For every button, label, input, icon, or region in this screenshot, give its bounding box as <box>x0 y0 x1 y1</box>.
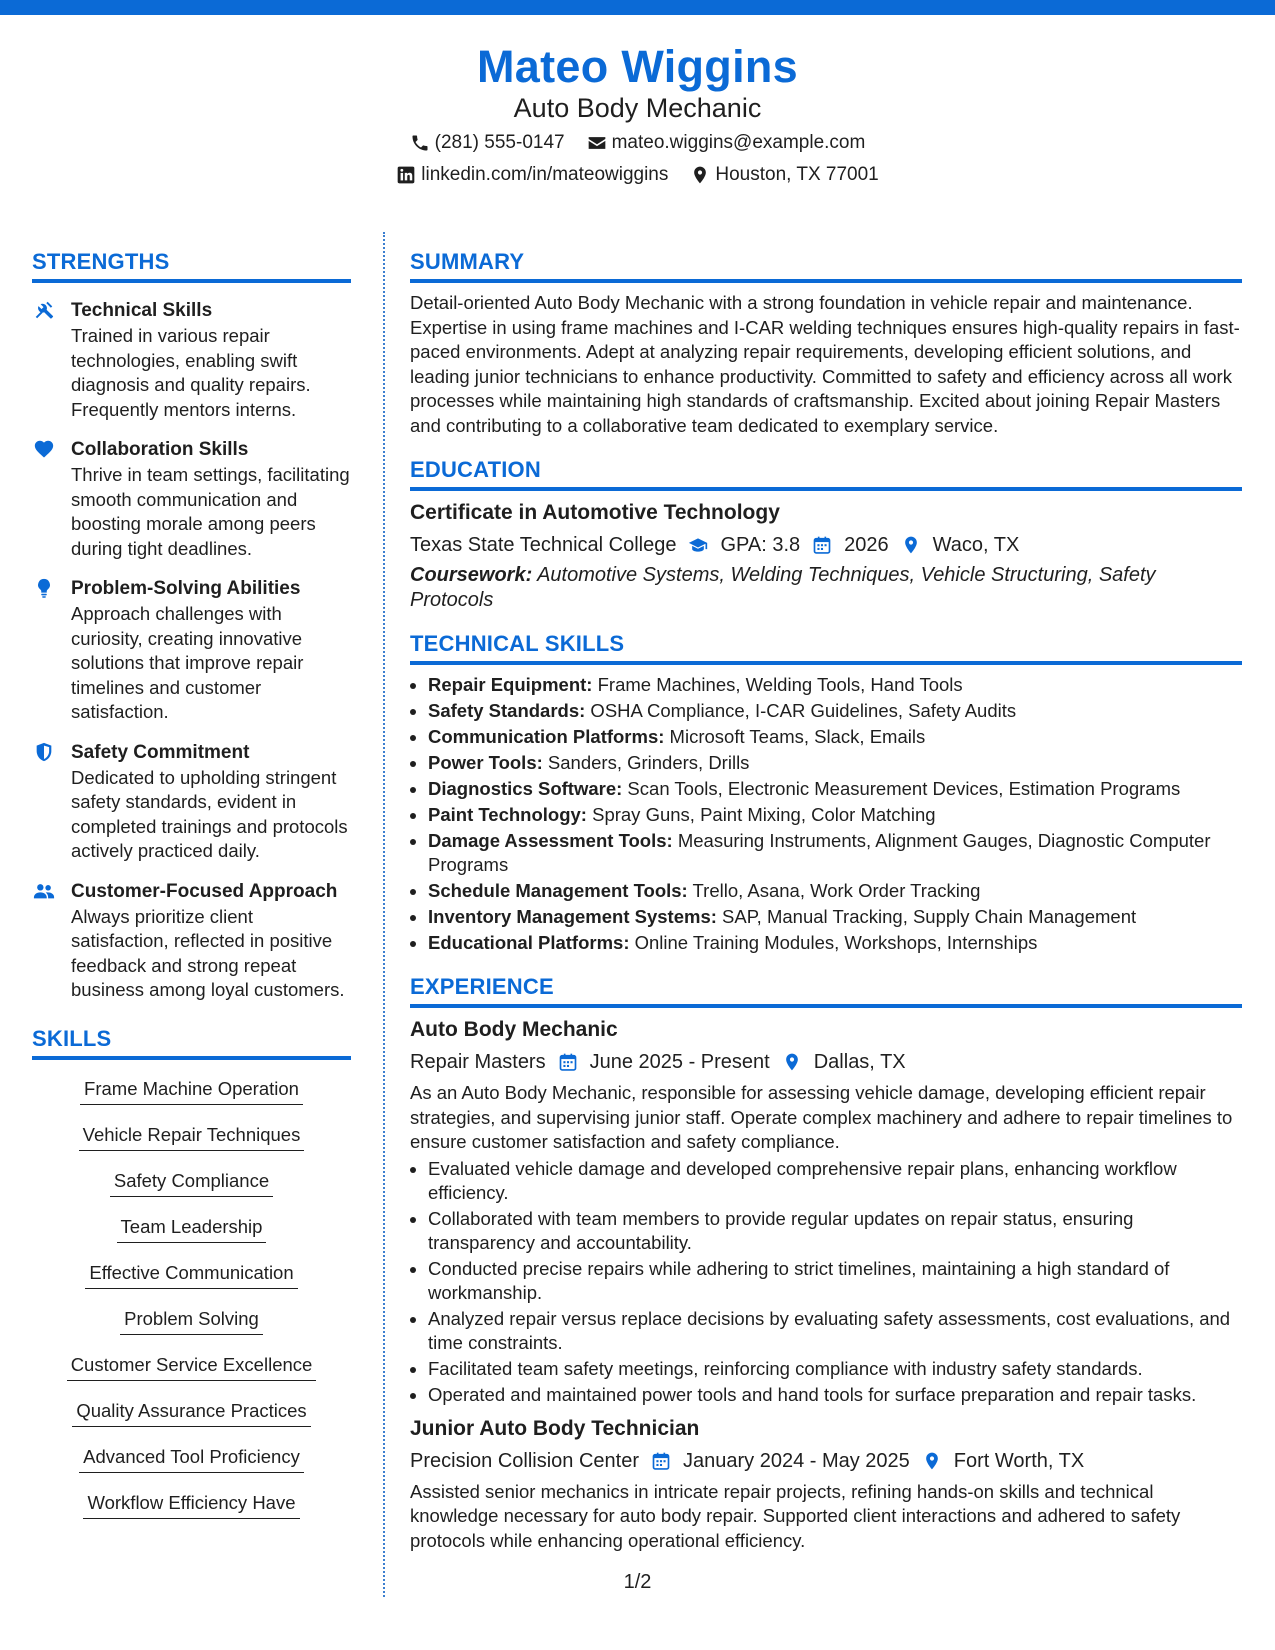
strength-desc: Approach challenges with curiosity, creating innovative solutions that improve repair timelines and customer satisfaction. <box>71 603 304 722</box>
strength-desc: Trained in various repair technologies, enabling swift diagnosis and quality repairs. Frequently mentors interns. <box>71 325 311 420</box>
lightbulb-icon <box>33 577 55 599</box>
company-name: Precision Collision Center <box>410 1449 639 1472</box>
list-item <box>428 829 1242 877</box>
left-column <box>32 248 351 1536</box>
skill-item: Safety Compliance <box>110 1168 273 1197</box>
strength-title: Collaboration Skills <box>71 439 249 460</box>
map-pin-icon <box>901 535 921 555</box>
map-pin-icon <box>690 165 710 185</box>
phone-icon <box>410 133 430 153</box>
job-bullets <box>410 1157 1242 1407</box>
strengths-heading: STRENGTHS <box>32 248 351 283</box>
coursework-label: Coursework: <box>410 564 533 586</box>
list-item <box>428 725 1242 749</box>
tech-skill-value: Spray Guns, Paint Mixing, Color Matching <box>586 804 936 825</box>
list-item <box>428 931 1242 955</box>
skill-item: Quality Assurance Practices <box>72 1398 310 1427</box>
email-text: mateo.wiggins@example.com <box>611 132 866 153</box>
job-entry <box>410 1016 1242 1407</box>
job-location: Dallas, TX <box>813 1051 906 1073</box>
column-divider <box>383 232 385 1597</box>
phone-text: (281) 555-0147 <box>434 132 565 153</box>
tech-skill-label: Educational Platforms: <box>428 932 630 953</box>
strength-title: Safety Commitment <box>71 741 250 763</box>
top-accent-bar <box>0 0 1275 15</box>
summary-text: Detail-oriented Auto Body Mechanic with a strong foundation in vehicle repair and maintenance. Expertise in using frame machines and I-CAR welding techniques ensures high-quality repairs in fast-paced environments. Adept at analyzing repair requirements, developing efficient solutions, and leading junior technicians to enhance productivity. Committed to safety and efficiency across all work processes while maintaining high standards of craftsmanship. Excited about joining Repair Masters and contributing to a collaborative team dedicated to exemplary service. <box>410 292 1240 436</box>
strength-title: Customer-Focused Approach <box>71 880 338 902</box>
degree-title: Certificate in Automotive Technology <box>410 501 780 524</box>
tech-skill-value: Measuring Instruments, Alignment Gauges, Diagnostic Computer Programs <box>428 830 1211 875</box>
calendar-icon <box>651 1451 671 1471</box>
linkedin-item[interactable] <box>396 160 668 190</box>
resume-header <box>0 40 1275 190</box>
tech-skill-label: Communication Platforms: <box>428 726 665 747</box>
job-title: Auto Body Mechanic <box>410 1018 618 1041</box>
skill-item: Team Leadership <box>117 1214 267 1243</box>
job-dates-item <box>651 1446 910 1476</box>
tech-skill-label: Repair Equipment: <box>428 674 593 695</box>
list-item: • Operated and maintained power tools and hand tools for surface preparation and repair tasks. <box>428 1383 1242 1407</box>
job-location-item <box>922 1446 1084 1476</box>
tech-skill-label: Power Tools: <box>428 752 543 773</box>
list-item: • Collaborated with team members to provide regular updates on repair status, ensuring transparency and accountability. <box>428 1207 1242 1255</box>
list-item: • Facilitated team safety meetings, reinforcing compliance with industry safety standards. <box>428 1357 1242 1381</box>
tech-skill-value: Online Training Modules, Workshops, Internships <box>629 932 1038 953</box>
shield-icon <box>33 741 55 763</box>
envelope-icon <box>587 133 607 153</box>
tech-skill-value: Scan Tools, Electronic Measurement Devices, Estimation Programs <box>622 778 1181 799</box>
technical-skills-list <box>410 673 1242 955</box>
tech-skill-label: Paint Technology: <box>428 804 587 825</box>
map-pin-icon <box>922 1451 942 1471</box>
skills-list <box>32 1076 351 1536</box>
skill-item: Vehicle Repair Techniques <box>79 1122 305 1151</box>
map-pin-icon <box>782 1052 802 1072</box>
tech-skill-value: Trello, Asana, Work Order Tracking <box>687 880 981 901</box>
strength-title: Problem-Solving Abilities <box>71 578 301 599</box>
candidate-role: Auto Body Mechanic <box>513 93 762 123</box>
year-text: 2026 <box>844 534 889 556</box>
job-location-item <box>782 1047 906 1077</box>
education-meta <box>410 530 1242 560</box>
tech-skill-value: Microsoft Teams, Slack, Emails <box>664 726 926 747</box>
list-item: • Conducted precise repairs while adhering to strict timelines, maintaining a high standard of workmanship. <box>428 1257 1242 1305</box>
job-description: Assisted senior mechanics in intricate repair projects, refining hands-on skills and technical knowledge necessary for auto body repair. Supported client interactions and adhered to safety protocols while enhancing operational efficiency. <box>410 1480 1181 1551</box>
strength-item <box>32 298 351 422</box>
summary-heading: SUMMARY <box>410 248 1242 283</box>
education-heading: EDUCATION <box>410 456 1242 491</box>
list-item <box>428 699 1242 723</box>
list-item <box>428 777 1242 801</box>
school-name: Texas State Technical College <box>410 534 677 556</box>
right-column <box>410 248 1242 1553</box>
list-item <box>428 803 1242 827</box>
strength-desc: Thrive in team settings, facilitating smooth communication and boosting morale among peers during tight deadlines. <box>71 464 350 559</box>
linkedin-icon <box>396 165 416 185</box>
coursework-text: Automotive Systems, Welding Techniques, Vehicle Structuring, Safety Protocols <box>410 564 1156 611</box>
phone-item <box>410 128 565 158</box>
graduation-cap-icon <box>688 535 708 555</box>
job-dates-item <box>558 1047 770 1077</box>
job-meta <box>410 1047 1242 1077</box>
tech-skill-label: Schedule Management Tools: <box>428 880 688 901</box>
page-number: 1/2 <box>623 1571 652 1593</box>
gpa-text: GPA: 3.8 <box>720 534 801 556</box>
list-item <box>428 879 1242 903</box>
strength-item <box>32 879 351 1003</box>
tech-skill-label: Inventory Management Systems: <box>428 906 717 927</box>
email-item[interactable] <box>587 128 866 158</box>
tech-skill-label: Damage Assessment Tools: <box>428 830 673 851</box>
skills-heading: SKILLS <box>32 1025 351 1060</box>
job-description: As an Auto Body Mechanic, responsible for assessing vehicle damage, developing efficient repair strategies, and supervising junior staff. Operate complex machinery and adhere to repair timelines to ensure customer satisfaction and safety compliance. <box>410 1082 1233 1152</box>
list-item: • Evaluated vehicle damage and developed comprehensive repair plans, enhancing workflow efficiency. <box>428 1157 1242 1205</box>
tech-skill-label: Safety Standards: <box>428 700 586 721</box>
linkedin-text: linkedin.com/in/mateowiggins <box>421 164 669 185</box>
job-dates: January 2024 - May 2025 <box>682 1449 910 1472</box>
calendar-icon <box>812 535 832 555</box>
edu-location-item <box>901 530 1020 560</box>
strength-desc: Dedicated to upholding stringent safety standards, evident in completed trainings and protocols actively practiced daily. <box>71 766 348 861</box>
location-item <box>690 160 878 190</box>
gpa-item <box>688 530 800 560</box>
heart-icon <box>33 438 55 460</box>
tech-skill-value: SAP, Manual Tracking, Supply Chain Management <box>716 906 1137 927</box>
contact-row-2 <box>0 160 1275 190</box>
company-name: Repair Masters <box>410 1051 546 1073</box>
skill-item: Workflow Efficiency Have <box>83 1490 299 1519</box>
list-item <box>428 905 1242 929</box>
strength-title: Technical Skills <box>71 300 213 321</box>
skill-item: Frame Machine Operation <box>80 1076 303 1105</box>
strength-item <box>32 740 351 864</box>
list-item <box>428 751 1242 775</box>
technical-skills-heading: TECHNICAL SKILLS <box>410 630 1242 665</box>
job-meta <box>410 1446 1242 1476</box>
users-icon <box>33 880 55 902</box>
experience-heading: EXPERIENCE <box>410 973 1242 1008</box>
tools-icon <box>33 299 55 321</box>
tech-skill-value: Sanders, Grinders, Drills <box>542 752 750 773</box>
skill-item: Advanced Tool Proficiency <box>79 1444 304 1473</box>
tech-skill-label: Diagnostics Software: <box>428 778 623 799</box>
coursework <box>410 563 1242 612</box>
tech-skill-value: Frame Machines, Welding Tools, Hand Tools <box>592 674 963 695</box>
job-entry <box>410 1415 1242 1554</box>
strength-item <box>32 437 351 561</box>
job-location: Fort Worth, TX <box>953 1449 1085 1472</box>
skill-item: Effective Communication <box>85 1260 297 1289</box>
strength-desc: Always prioritize client satisfaction, reflected in positive feedback and strong repeat business among loyal customers. <box>71 905 345 1000</box>
tech-skill-value: OSHA Compliance, I-CAR Guidelines, Safety Audits <box>585 700 1017 721</box>
calendar-icon <box>558 1052 578 1072</box>
edu-location-text: Waco, TX <box>932 534 1020 556</box>
job-dates: June 2025 - Present <box>589 1051 770 1073</box>
strength-item <box>32 576 351 725</box>
list-item <box>428 673 1242 697</box>
skill-item: Customer Service Excellence <box>67 1352 317 1381</box>
skill-item: Problem Solving <box>120 1306 263 1335</box>
list-item: • Analyzed repair versus replace decisions by evaluating safety assessments, cost evaluations, and time constraints. <box>428 1307 1242 1355</box>
candidate-name: Mateo Wiggins <box>477 41 798 92</box>
location-text: Houston, TX 77001 <box>715 164 879 185</box>
contact-row-1 <box>0 128 1275 158</box>
year-item <box>812 530 889 560</box>
job-title: Junior Auto Body Technician <box>410 1416 700 1440</box>
